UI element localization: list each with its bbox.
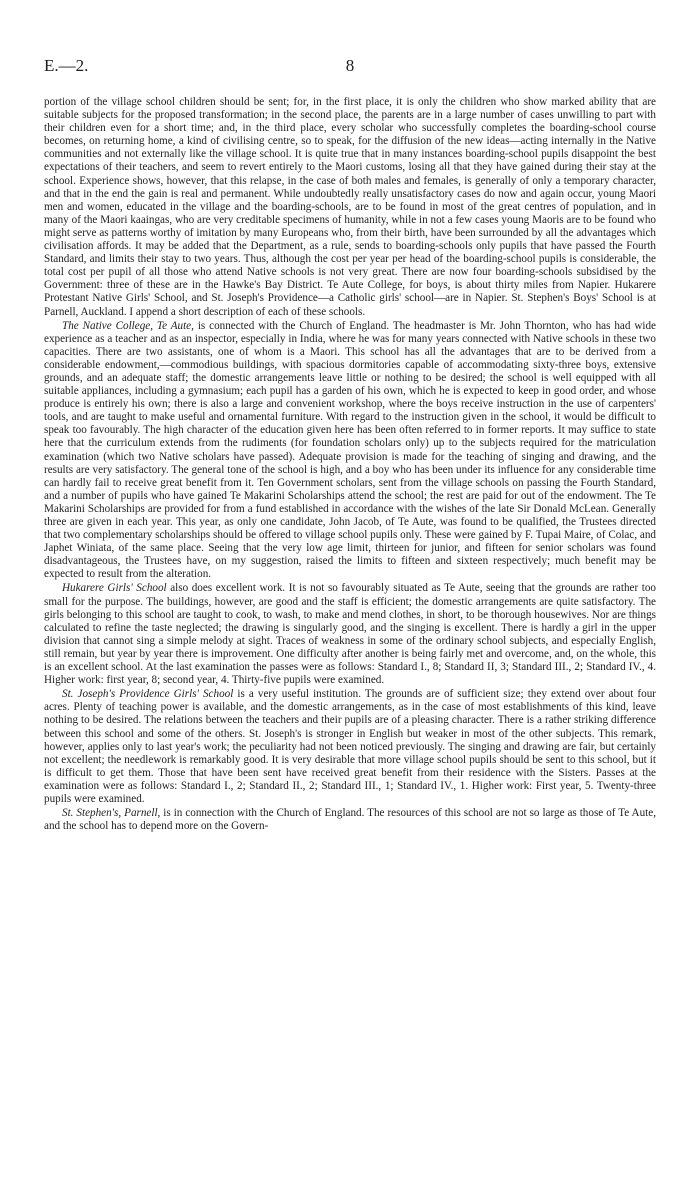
paragraph-title: St. Stephen's, Parnell, [62,807,161,820]
paragraph-text: also does excellent work. It is not so favourably situated as Te Aute, seeing that the grounds are rather too small for the purpose. The buildings, however, are good and the staff is efficient; the domestic arrangements are quite satisfactory. The girls belonging to this school are taught to cook, to wash, to make and mend clothes, in short, to be thorough housewives. Nor are things calculated to refine the taste neglected; the drawing is singularly good, and the singing is excellent. There is hardly a girl in the upper division that cannot sing a simple melody at sight. Traces of weakness in some of the ordinary school subjects, and especially English, still remain, but year by year there is improvement. One difficulty after another is being fairly met and overcome, and, on the whole, this is an excellent school. At the last examination the passes were as follows: Standard I., 8; Standard II, 3; Standard III., 2; Standard IV., 4. Higher work: first year, 8; second year, 4. Thirty-five pupils were examined. [44,582,656,687]
paragraph-text: is in connection with the Church of England. The resources of this school are not so large as those of Te Aute, and the school has to depend more on the Govern- [44,807,656,833]
body-text [44,96,656,833]
paragraph [44,688,656,806]
paragraph-text: is connected with the Church of England. The headmaster is Mr. John Thornton, who has had wide experience as a teacher and as an inspector, especially in India, where he was for many years connected with Native schools in these two capacities. There are two assistants, one of whom is a Maori. This school has all the advantages that are to be derived from a considerable endowment,—commodious buildings, with spacious dormitories capable of accommodating sixty-three boys, extensive grounds, and an adequate staff; the domestic arrangements leave little or nothing to be desired; the school is well equipped with all suitable appliances, including a gymnasium; each pupil has a garden of his own, which he is expected to keep in good order, and whose produce is entirely his own; there is also a large and convenient workshop, where the boys receive instruction in the use of carpenters' tools, and are taught to make useful and ornamental furniture. With regard to the instruction given in the school, it would be difficult to speak too favourably. The high character of the education given here has been often referred to in former reports. It may suffice to state here that the curriculum extends from the rudiments (for foundation scholars only) up to the subjects required for the matriculation examination (which two Native scholars have passed). Adequate provision is made for the teaching of singing and drawing, and the results are very satisfactory. The general tone of the school is high, and a boy who has been under its influence for any considerable time can hardly fail to receive great benefit from it. Ten Government scholars, sent from the village schools on passing the Fourth Standard, and a number of pupils who have gained Te Makarini Scholarships attend the school; the rest are paid for out of the endowment. The Te Makarini Scholarships are provided for from a fund established in accordance with the wishes of the late Sir Donald McLean. Generally three are given in each year. This year, as only one candidate, John Jacob, of Te Aute, was found to be qualified, the Trustees directed that two complementary scholarships should be offered to village school pupils only. These were gained by F. Tupai Maire, of Colac, and Japhet Winiata, of the same place. Seeing that the very low age limit, thirteen for junior, and fifteen for senior scholars was found disadvantageous, the Trustees have, on my suggestion, raised the limits to fifteen and sixteen respectively; much benefit may be expected to result from the alteration. [44,319,656,581]
paragraph [44,807,656,833]
paragraph-title: St. Joseph's Providence Girls' School [62,688,234,701]
document-reference: E.—2. [44,56,89,75]
paragraph [44,582,656,687]
paragraph [44,320,656,582]
paragraph-text: is a very useful institution. The grounds are of sufficient size; they extend over about four acres. Plenty of teaching power is available, and the domestic arrangements, as in the case of most establishments of this kind, leave nothing to be desired. The relations between the teachers and their pupils are of a pleasing character. There is a rather striking difference between this school and some of the others. St. Joseph's is stronger in English but weaker in most of the other subjects. This remark, however, applies only to last year's work; the peculiarity had not been noticed previously. The singing and drawing are fair, but certainly not excellent; the needlework is remarkably good. It is very desirable that more village school pupils should be sent to this school, but it is difficult to get them. Those that have been sent have received great benefit from their residence with the Sisters. Passes at the examination were as follows: Standard I., 2; Standard II., 2; Standard III., 1; Standard IV., 1. Higher work: First year, 5. Twenty-three pupils were examined. [44,688,656,805]
paragraph [44,96,656,319]
page-header [44,56,656,96]
paragraph-title: The Native College, Te Aute, [62,319,194,332]
page-number: 8 [345,56,355,75]
paragraph-title: Hukarere Girls' School [62,582,167,595]
paragraph-text: portion of the village school children should be sent; for, in the first place, it is only the children who show marked ability that are suitable subjects for the proposed transformation; in the second place, the parents are in a large number of cases unwilling to part with their children even for a short time; and, in the third place, every scholar who successfully completes the boarding-school course becomes, on returning home, a kind of civilising centre, so to speak, for the diffusion of the new ideas—acting internally in the Native communities and not externally like the village school. It is quite true that in many instances boarding-school pupils disappoint the best expectations of their teachers, and seem to revert entirely to the Maori customs, losing all that they have gained during their stay at the school. Experience shows, however, that this relapse, in the case of both males and females, is generally of only a temporary character, and that in the end the gain is real and permanent. While undoubtedly really unsatisfactory cases do now and again occur, young Maori men and women, educated in the village and the boarding-schools, are to be found in most of the great centres of population, and in many of the Maori kaaingas, who are very creditable specimens of humanity, while in not a few cases young Maoris are to be found who might serve as patterns worthy of imitation by many Europeans who, from their birth, have been surrounded by all the advantages which civilisation affords. It may be added that the Department, as a rule, sends to boarding-schools only pupils that have passed the Fourth Standard, and limits their stay to two years. Thus, although the cost per year per head of the boarding-school pupils is considerable, the total cost per pupil of all those who attend Native schools is not very great. There are now four boarding-schools subsidised by the Government: three of these are in the Hawke's Bay District. Te Aute College, for boys, is about thirty miles from Napier. Hukarere Protestant Native Girls' School, and St. Joseph's Providence—a Catholic girls' school—are in Napier. St. Stephen's Boys' School is at Parnell, Auckland. I append a short description of each of these schools. [44,96,656,318]
